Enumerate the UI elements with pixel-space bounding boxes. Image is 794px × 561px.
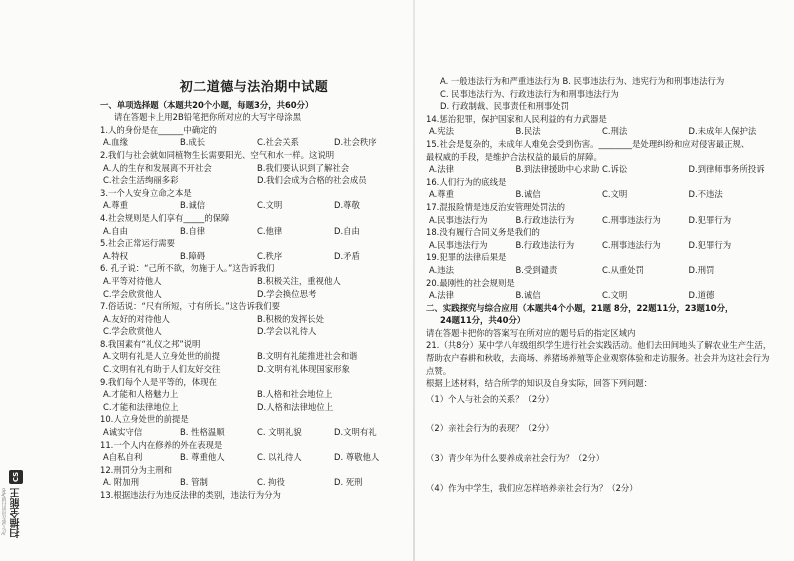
answer-option: C.刑事违法行为 [602, 239, 661, 250]
answer-options [100, 136, 408, 149]
answer-option: D.学会换位思考 [257, 288, 317, 299]
answer-options [100, 162, 408, 175]
answer-option: D. 死刑 [334, 477, 363, 488]
answer-option: D.矛盾 [334, 250, 360, 261]
answer-option: B.受到谴责 [515, 264, 558, 275]
answer-options [100, 250, 408, 263]
answer-options [426, 289, 772, 302]
answer-option: A.友好的对待他人 [103, 313, 170, 324]
answer-option: B.诚信 [180, 200, 206, 211]
question-stem: 9.我们每个人是平等的，体现在 [100, 376, 217, 387]
answer-option-line: A. 一般违法行为和严重违法行为 B. 民事违法行为、违宪行为和刑事违法行为 [440, 76, 725, 86]
answer-options [100, 363, 408, 376]
answer-options [100, 426, 408, 439]
question-stem: 17.混报险情是违反治安管理处罚法的 [426, 201, 565, 212]
answer-option: B.诚信 [515, 290, 541, 301]
question-21-prompt: 根据上述材料，结合所学的知识及自身实际，回答下列问题： [426, 378, 653, 389]
answer-option: B.文明有礼能推进社会和谐 [257, 351, 358, 362]
answer-options [100, 350, 408, 363]
answer-option: B.成长 [180, 137, 206, 148]
answer-option: C.才能和法律地位上 [103, 401, 179, 412]
question-stem: 4.社会规则是人们享有_____的保障 [100, 212, 230, 223]
left-column [100, 0, 408, 502]
answer-option: A自私自利 [103, 452, 143, 463]
answer-options [100, 401, 408, 414]
answer-options [100, 225, 408, 238]
answer-option: D.犯罪行为 [688, 239, 732, 250]
answer-option: C.社会关系 [257, 137, 300, 148]
answer-option: B.积极关注，重视他人 [257, 275, 341, 286]
answer-option: A.尊重 [103, 200, 128, 211]
answer-option: A.法律 [429, 290, 454, 301]
answer-option: D.尊敬 [334, 200, 360, 211]
answer-option: B.积极的发挥长处 [257, 313, 325, 324]
scanner-watermark [2, 470, 27, 552]
answer-option: A.才能和人格魅力上 [103, 389, 179, 400]
answer-option: A.违法 [429, 264, 454, 275]
page-fold [413, 0, 415, 561]
exam-title: 初二道德与法治期中试题 [179, 80, 329, 95]
question-stem: 14.惩治犯罪，保护国家和人民利益的有力武器是 [426, 113, 607, 124]
section2-heading-1: 二、实践探究与综合应用（本题共4个小题，21题 8分，22题11分，23题10分， [426, 302, 734, 313]
question-stem: 20.最刚性的社会规则是 [426, 277, 515, 288]
answer-option: B. 尊重他人 [180, 452, 225, 463]
question-stem: 1.人的身份是在______中确定的 [100, 124, 217, 135]
answer-option: C. 文明礼貌 [257, 427, 302, 438]
answer-option: C.他律 [257, 225, 283, 236]
sub-question-1: （1）个人与社会的关系？（2分） [426, 393, 554, 404]
answer-option: B. 性格温顺 [180, 427, 225, 438]
right-questions [426, 75, 772, 302]
answer-option: B.民法 [515, 126, 541, 137]
answer-options [100, 199, 408, 212]
answer-option: A.自由 [103, 225, 128, 236]
scanner-name: 扫描全能王 [10, 488, 22, 538]
answer-option: D.我们会成为合格的社会成员 [257, 175, 367, 186]
answer-option: A.民事违法行为 [429, 239, 488, 250]
answer-option: C.刑法 [602, 126, 628, 137]
answer-option: B.到法律援助中心求助 [515, 164, 600, 175]
answer-options [426, 125, 772, 138]
answer-option: C.社会生活绚丽多彩 [103, 175, 179, 186]
answer-option: C. 拘役 [257, 477, 285, 488]
answer-option: B.人格和社会地位上 [257, 389, 333, 400]
answer-option: C.学会欣赏他人 [103, 288, 162, 299]
answer-option: B.自律 [180, 225, 206, 236]
answer-option: D. 尊敬他人 [334, 452, 380, 463]
question-21: 21.（共8分）某中学八年级组织学生进行社会实践活动。他们去田间地头了解农业生产生活，帮助农户春耕和秋收，去商场、养猪场养殖等企业观察体验和走访服务。社会并为这社会行为点赞。 [426, 340, 772, 376]
question-stem: 7.俗话说：“尺有所短，寸有所长。”这告诉我们要 [100, 301, 280, 312]
answer-option: D.学会以礼待人 [257, 326, 317, 337]
sub-question-2: （2）亲社会行为的表现？（2分） [426, 423, 554, 434]
answer-options [100, 275, 408, 288]
answer-option: A.特权 [103, 250, 128, 261]
answer-option: D.不违法 [688, 189, 723, 200]
question-stem: 6. 孔子说：“己所不欲，勿施于人。”这告诉我们 [100, 263, 275, 274]
answer-option: D.社会秩序 [334, 137, 377, 148]
question-stem: 12.刑罚分为主刑和 [100, 464, 172, 475]
scanner-logo-icon: CS [9, 470, 23, 484]
answer-option: C.学会欣赏他人 [103, 326, 162, 337]
answer-option: C. 以礼待人 [257, 452, 302, 463]
answer-option: B. 管制 [180, 477, 208, 488]
answer-option: A.文明有礼是人立身处世的前提 [103, 351, 221, 362]
answer-options [100, 313, 408, 326]
question-stem: 19.犯罪的法律后果是 [426, 252, 507, 263]
answer-options [100, 451, 408, 464]
answer-option: C.文明 [257, 200, 283, 211]
question-stem: 最权威的手段，是维护合法权益的最后的屏障。 [426, 151, 602, 162]
answer-option: A诚实守信 [103, 427, 143, 438]
answer-options [426, 163, 772, 176]
answer-option: D.人格和法律地位上 [257, 401, 334, 412]
answer-option-line: D. 行政制裁、民事责任和刑事处罚 [440, 101, 570, 112]
answer-option: D.犯罪行为 [688, 214, 732, 225]
answer-option: C.文明 [602, 290, 628, 301]
answer-option: A.民事违法行为 [429, 214, 488, 225]
answer-option: B.我们要认识到了解社会 [257, 162, 350, 173]
question-stem: 11.一个人内在修养的外在表现是 [100, 439, 223, 450]
answer-option: D.文明有礼体现国家形象 [257, 364, 350, 375]
question-stem: 5.社会正常运行需要 [100, 238, 175, 249]
answer-option: C.刑事违法行为 [602, 214, 661, 225]
answer-option: D.文明有礼 [334, 427, 377, 438]
sub-question-3: （3）青少年为什么要养成亲社会行为？（2分） [426, 453, 605, 464]
answer-options [426, 239, 772, 252]
section2-heading-2: 24题11分，共40分） [440, 315, 526, 326]
answer-option: C.诉讼 [602, 164, 628, 175]
answer-options [100, 476, 408, 489]
section1-heading: 一、单项选择题（本题共20个小题，每题3分，共60分） [100, 99, 314, 110]
answer-option: A.血缘 [103, 137, 128, 148]
answer-option: A.平等对待他人 [103, 275, 162, 286]
answer-options [100, 288, 408, 301]
section1-instruction: 请在答题卡上用2B铅笔把你所对应的大写字母涂黑 [114, 112, 301, 123]
answer-option: B.行政违法行为 [515, 239, 575, 250]
scanner-tagline: 3亿人都在用的扫描App [2, 488, 7, 536]
answer-options [426, 214, 772, 227]
answer-option: A.法律 [429, 164, 454, 175]
answer-option: C.文明 [602, 189, 628, 200]
answer-options [100, 325, 408, 338]
question-stem: 3.一个人安身立命之本是 [100, 187, 192, 198]
section2-instruction: 请在答题卡把你的答案写在所对应的题号后的指定区域内 [426, 327, 636, 338]
answer-option: C.秩序 [257, 250, 283, 261]
question-stem: 16.人们行为的底线是 [426, 176, 507, 187]
answer-options [100, 388, 408, 401]
answer-option: B.诚信 [515, 189, 541, 200]
answer-option: B.障碍 [180, 250, 206, 261]
left-questions [100, 124, 408, 502]
answer-option: D.到律师事务所投诉 [688, 164, 765, 175]
answer-option: A. 附加刑 [103, 477, 140, 488]
question-stem: 10.人立身处世的前提是 [100, 414, 189, 425]
answer-option: A.尊重 [429, 189, 454, 200]
answer-option: D.自由 [334, 225, 360, 236]
answer-options [426, 264, 772, 277]
answer-options [100, 174, 408, 187]
question-stem: 13.根据违法行为违反法律的类别，违法行为分为 [100, 490, 281, 500]
answer-option: C.文明有礼有助于人们友好交往 [103, 364, 221, 375]
question-stem: 8.我国素有“礼仪之邦”说明 [100, 338, 201, 349]
right-column [426, 0, 772, 511]
answer-option: D.刑罚 [688, 264, 715, 275]
answer-option-line: C. 民事违法行为、行政违法行为和刑事违法行为 [440, 88, 619, 99]
answer-option: C.从重处罚 [602, 264, 645, 275]
answer-option: D.道德 [688, 290, 715, 301]
answer-option: A.宪法 [429, 126, 454, 137]
answer-option: B.行政违法行为 [515, 214, 575, 225]
answer-option: A.人的生存和发展离不开社会 [103, 162, 212, 173]
question-stem: 15.社会是复杂的，未成年人难免会受到伤害。________是处理纠纷和应对侵害最正规、 [426, 138, 750, 149]
question-stem: 2.我们与社会就如同植物生长需要阳光、空气和水一样。这说明 [100, 149, 335, 160]
answer-option: D.未成年人保护法 [688, 126, 757, 137]
sub-question-4: （4）作为中学生，我们应怎样培养亲社会行为？（2分） [426, 482, 638, 493]
question-stem: 18.没有履行合同义务是我们的 [426, 227, 540, 238]
answer-options [426, 188, 772, 201]
